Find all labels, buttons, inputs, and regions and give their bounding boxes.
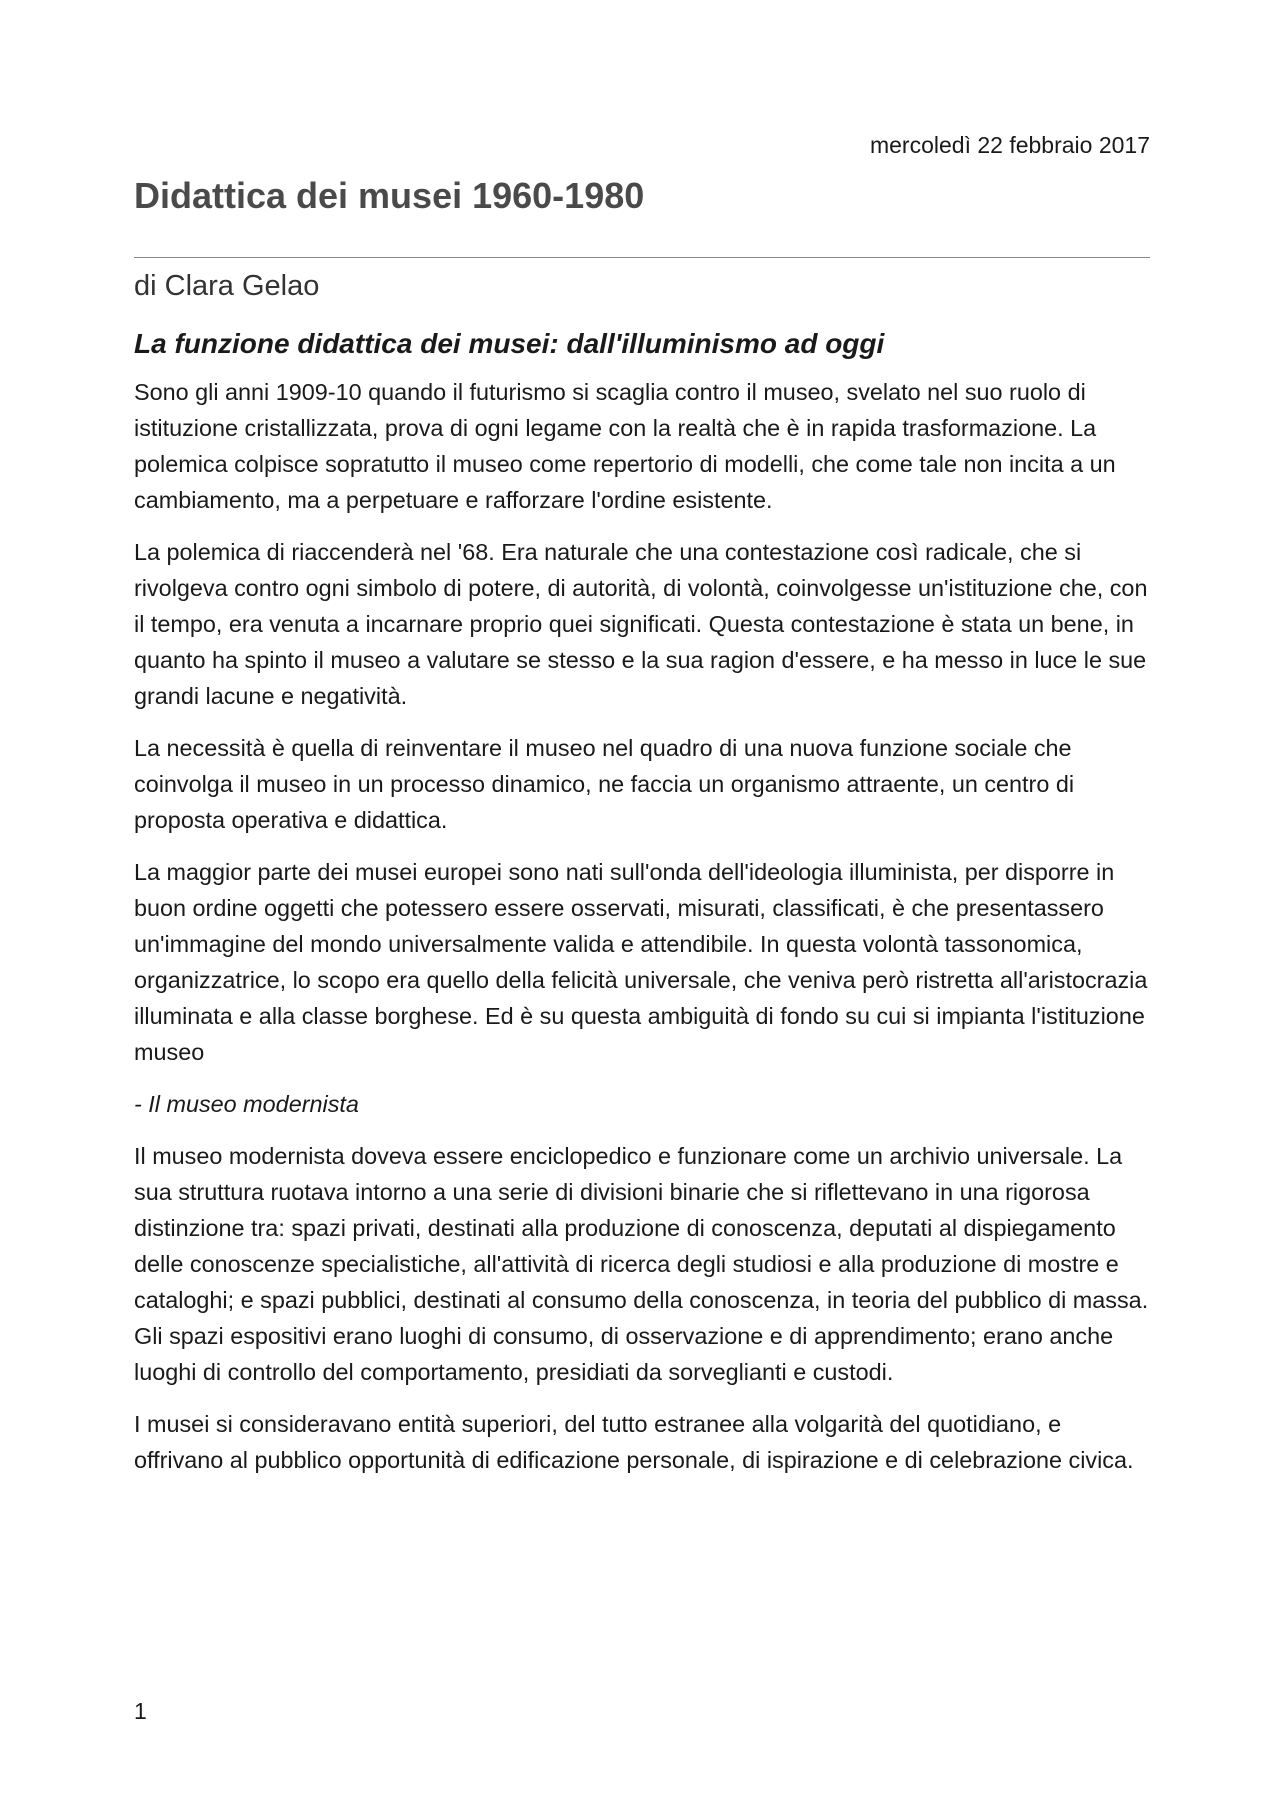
paragraph-2: La polemica di riaccenderà nel '68. Era naturale che una contestazione così radicale, che si rivolgeva contro ogni simbolo di potere, di autorità, di volontà, coinvolgesse un'istituzione che, con il tempo, era venuta a incarnare proprio quei significati. Questa contestazione è stata un bene, in quanto ha spinto il museo a valutare se stesso e la sua ragion d'essere, e ha messo in luce le sue grandi lacune e negatività. [134, 539, 1148, 709]
document-title: Didattica dei musei 1960-1980 [134, 175, 645, 216]
title-divider [134, 257, 1150, 258]
paragraph-5: Il museo modernista doveva essere enciclopedico e funzionare come un archivio universale. La sua struttura ruotava intorno a una serie di divisioni binarie che si riflettevano in una rigorosa distinzione tra: spazi privati, destinati alla produzione di conoscenza, deputati al dispiegamento delle conoscenze specialistiche, all'attività di ricerca degli studiosi e alla produzione di mostre e cataloghi; e spazi pubblici, destinati al consumo della conoscenza, in teoria del pubblico di massa. Gli spazi espositivi erano luoghi di consumo, di osservazione e di apprendimento; erano anche luoghi di controllo del comportamento, presidiati da sorveglianti e custodi. [134, 1143, 1149, 1385]
author-line: di Clara Gelao [134, 270, 320, 302]
paragraph-4: La maggior parte dei musei europei sono nati sull'onda dell'ideologia illuminista, per disporre in buon ordine oggetti che potessero essere osservati, misurati, classificati, è che presentassero un'immagine del mondo universalmente valida e attendibile. In questa volontà tassonomica, organizzatrice, lo scopo era quello della felicità universale, che veniva però ristretta all'aristocrazia illuminata e alla classe borghese. Ed è su questa ambiguità di fondo su cui si impianta l'istituzione museo [134, 859, 1148, 1065]
article-body [134, 328, 1154, 1494]
paragraph-1: Sono gli anni 1909-10 quando il futurismo si scaglia contro il museo, svelato nel suo ruolo di istituzione cristallizzata, prova di ogni legame con la realtà che è in rapida trasformazione. La polemica colpisce sopratutto il museo come repertorio di modelli, che come tale non incita a un cambiamento, ma a perpetuare e rafforzare l'ordine esistente. [134, 379, 1116, 513]
document-date: mercoledì 22 febbraio 2017 [869, 132, 1150, 158]
page-number: 1 [134, 1698, 147, 1724]
subheading-museo-modernista: - Il museo modernista [134, 1091, 359, 1117]
section-heading: La funzione didattica dei musei: dall'illuminismo ad oggi [134, 328, 885, 359]
paragraph-3: La necessità è quella di reinventare il museo nel quadro di una nuova funzione sociale che coinvolga il museo in un processo dinamico, ne faccia un organismo attraente, un centro di proposta operativa e didattica. [134, 735, 1075, 833]
paragraph-6: I musei si consideravano entità superiori, del tutto estranee alla volgarità del quotidiano, e offrivano al pubblico opportunità di edificazione personale, di ispirazione e di celebrazione civica. [134, 1411, 1134, 1473]
